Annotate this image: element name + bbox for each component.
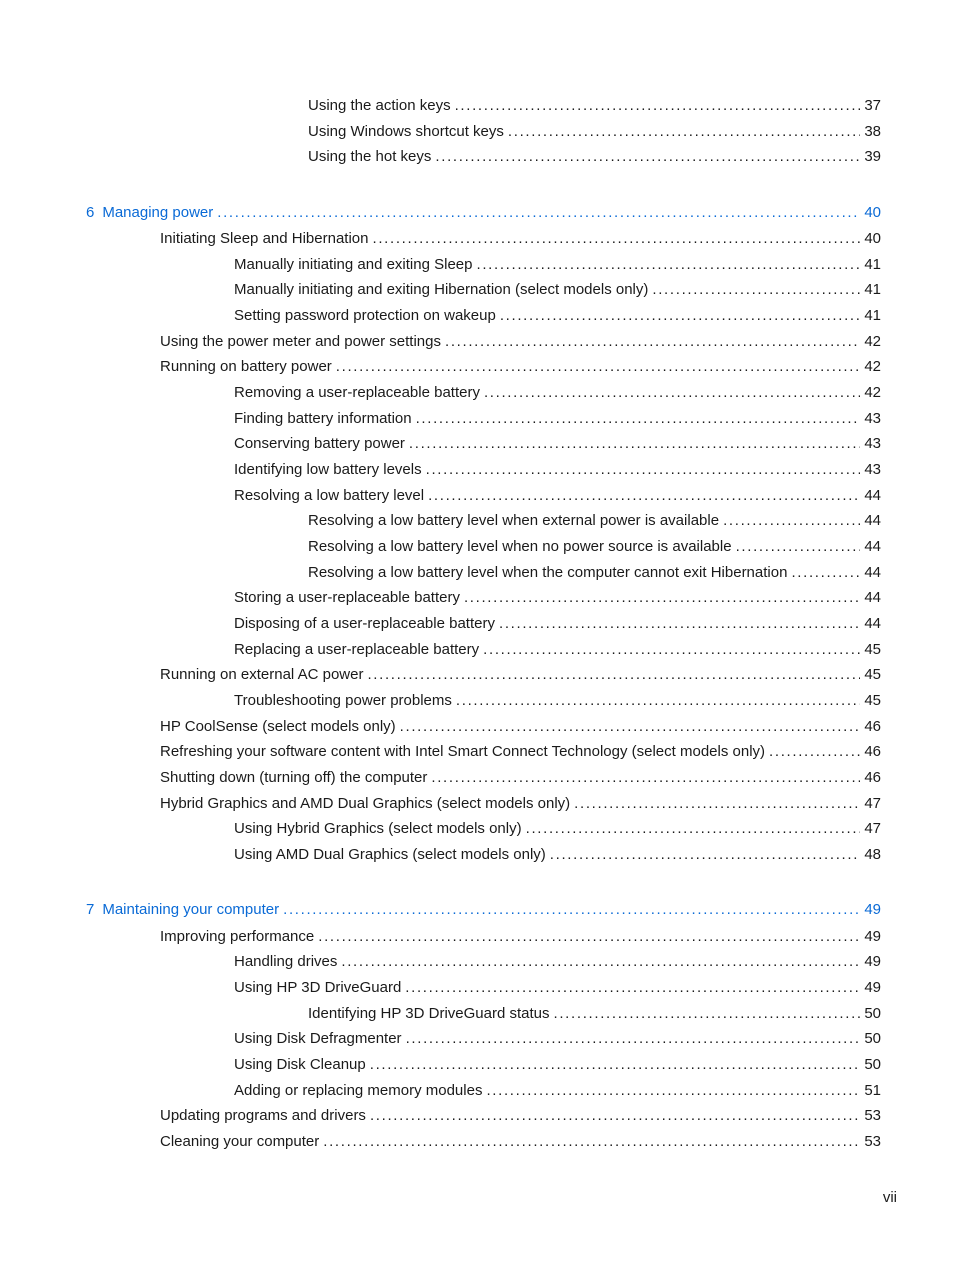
dot-leader: [445, 331, 860, 353]
toc-page-number: 41: [864, 281, 881, 298]
toc-entry-title: Resolving a low battery level when the computer cannot exit Hibernation: [308, 564, 788, 581]
dot-leader: [476, 254, 860, 276]
dot-leader: [370, 1105, 860, 1127]
toc-chapter-entry[interactable]: [86, 202, 881, 224]
toc-entry-title: Removing a user-replaceable battery: [234, 384, 480, 401]
toc-entry-title: Resolving a low battery level when no power source is available: [308, 538, 732, 555]
dot-leader: [217, 202, 860, 224]
toc-page-number: 44: [864, 487, 881, 504]
toc-entry-title: Using AMD Dual Graphics (select models only): [234, 846, 546, 863]
toc-page-number: 49: [864, 953, 881, 970]
dot-leader: [336, 356, 861, 378]
toc-entry[interactable]: [234, 254, 881, 276]
toc-page-number: 40: [864, 204, 881, 221]
toc-page-number: 39: [864, 148, 881, 165]
toc-page-number: 44: [864, 512, 881, 529]
toc-page-number: 45: [864, 692, 881, 709]
dot-leader: [370, 1054, 861, 1076]
toc-page-number: 41: [864, 307, 881, 324]
toc-page-number: 45: [864, 641, 881, 658]
toc-page-number: 44: [864, 564, 881, 581]
toc-entry-title: Using the hot keys: [308, 148, 432, 165]
toc-entry-title: Running on external AC power: [160, 666, 364, 683]
toc-entry[interactable]: [234, 1080, 881, 1102]
toc-entry-title: Cleaning your computer: [160, 1133, 320, 1150]
toc-page-number: 53: [864, 1107, 881, 1124]
toc-page-number: 42: [864, 384, 881, 401]
dot-leader: [405, 977, 860, 999]
toc-entry[interactable]: [160, 741, 881, 763]
toc-entry[interactable]: [234, 305, 881, 327]
toc-entry-title: HP CoolSense (select models only): [160, 718, 396, 735]
dot-leader: [499, 613, 860, 635]
toc-page-number: 37: [864, 97, 881, 114]
toc-entry-title: Identifying low battery levels: [234, 461, 422, 478]
toc-entry[interactable]: [308, 121, 881, 143]
toc-entry[interactable]: [234, 844, 881, 866]
toc-entry[interactable]: [308, 1003, 881, 1025]
toc-entry[interactable]: [234, 433, 881, 455]
dot-leader: [508, 121, 860, 143]
dot-leader: [464, 587, 860, 609]
toc-entry[interactable]: [234, 977, 881, 999]
dot-leader: [426, 459, 861, 481]
toc-page-number: 49: [864, 979, 881, 996]
toc-entry-title: Maintaining your computer: [102, 901, 280, 918]
toc-page-number: 49: [864, 901, 881, 918]
toc-entry-title: Using Disk Cleanup: [234, 1056, 366, 1073]
toc-entry[interactable]: [234, 587, 881, 609]
toc-entry-title: Shutting down (turning off) the computer: [160, 769, 428, 786]
toc-entry-title: Initiating Sleep and Hibernation: [160, 230, 369, 247]
toc-entry[interactable]: [234, 1054, 881, 1076]
toc-page-number: 42: [864, 358, 881, 375]
dot-leader: [283, 899, 860, 921]
dot-leader: [736, 536, 861, 558]
toc-entry-title: Using the action keys: [308, 97, 451, 114]
toc-entry-title: Managing power: [102, 204, 214, 221]
toc-entry-title: Resolving a low battery level: [234, 487, 425, 504]
toc-page-number: 50: [864, 1005, 881, 1022]
toc-entry-title: Finding battery information: [234, 410, 412, 427]
toc-page-number: 47: [864, 820, 881, 837]
toc-entry[interactable]: [160, 1105, 881, 1127]
toc-entry[interactable]: [160, 1131, 881, 1153]
toc-entry[interactable]: [234, 459, 881, 481]
toc-page-number: 44: [864, 538, 881, 555]
dot-leader: [526, 818, 861, 840]
toc-entry[interactable]: [234, 613, 881, 635]
dot-leader: [323, 1131, 860, 1153]
dot-leader: [483, 639, 860, 661]
toc-entry[interactable]: [234, 639, 881, 661]
toc-entry[interactable]: [160, 356, 881, 378]
toc-page-number: 50: [864, 1030, 881, 1047]
toc-page-number: 46: [864, 743, 881, 760]
toc-entry-title: Manually initiating and exiting Sleep: [234, 256, 473, 273]
toc-page-number: 48: [864, 846, 881, 863]
toc-entry-title: Using Windows shortcut keys: [308, 123, 504, 140]
toc-entry[interactable]: [234, 690, 881, 712]
toc-chapter-entry[interactable]: [86, 899, 881, 921]
dot-leader: [791, 562, 860, 584]
toc-page-number: 43: [864, 410, 881, 427]
dot-leader: [455, 95, 861, 117]
toc-entry-title: Handling drives: [234, 953, 338, 970]
toc-entry[interactable]: [160, 331, 881, 353]
toc-entry-title: Disposing of a user-replaceable battery: [234, 615, 495, 632]
toc-page-number: 45: [864, 666, 881, 683]
toc-entry-title: Updating programs and drivers: [160, 1107, 366, 1124]
dot-leader: [318, 926, 860, 948]
toc-entry[interactable]: [160, 664, 881, 686]
toc-entry-title: Setting password protection on wakeup: [234, 307, 496, 324]
dot-leader: [400, 716, 861, 738]
toc-entry[interactable]: [160, 716, 881, 738]
toc-entry-title: Running on battery power: [160, 358, 332, 375]
toc-entry-title: Refreshing your software content with Intel Smart Connect Technology (select models only): [160, 743, 766, 760]
toc-entry-title: Replacing a user-replaceable battery: [234, 641, 480, 658]
toc-page-number: 38: [864, 123, 881, 140]
dot-leader: [409, 433, 860, 455]
toc-entry[interactable]: [308, 146, 881, 168]
toc-entry[interactable]: [234, 951, 881, 973]
dot-leader: [550, 844, 861, 866]
toc-page-number: 44: [864, 589, 881, 606]
dot-leader: [574, 793, 860, 815]
toc-page-number: 46: [864, 718, 881, 735]
toc-page-number: 47: [864, 795, 881, 812]
toc-page-number: 50: [864, 1056, 881, 1073]
dot-leader: [406, 1028, 861, 1050]
dot-leader: [431, 767, 860, 789]
toc-entry[interactable]: [234, 382, 881, 404]
toc-entry-title: Using Disk Defragmenter: [234, 1030, 402, 1047]
toc-page-number: 49: [864, 928, 881, 945]
toc-entry[interactable]: [160, 767, 881, 789]
toc-page-number: 43: [864, 435, 881, 452]
toc-entry-title: Troubleshooting power problems: [234, 692, 452, 709]
toc-entry[interactable]: [234, 818, 881, 840]
toc-entry[interactable]: [308, 536, 881, 558]
dot-leader: [723, 510, 860, 532]
toc-entry[interactable]: [308, 510, 881, 532]
toc-page-number: 44: [864, 615, 881, 632]
toc-entry[interactable]: [308, 95, 881, 117]
toc-entry-title: Conserving battery power: [234, 435, 405, 452]
dot-leader: [652, 279, 860, 301]
dot-leader: [486, 1080, 860, 1102]
toc-entry-title: Adding or replacing memory modules: [234, 1082, 483, 1099]
toc-entry[interactable]: [234, 1028, 881, 1050]
dot-leader: [500, 305, 860, 327]
dot-leader: [416, 408, 861, 430]
toc-entry-title: Using the power meter and power settings: [160, 333, 441, 350]
chapter-number: 6: [86, 204, 95, 221]
toc-page-number: 53: [864, 1133, 881, 1150]
dot-leader: [372, 228, 860, 250]
toc-entry-title: Identifying HP 3D DriveGuard status: [308, 1005, 550, 1022]
dot-leader: [554, 1003, 861, 1025]
toc-entry[interactable]: [160, 926, 881, 948]
toc-entry-title: Manually initiating and exiting Hibernation (select models only): [234, 281, 649, 298]
toc-entry[interactable]: [234, 485, 881, 507]
toc-entry-title: Resolving a low battery level when external power is available: [308, 512, 720, 529]
toc-entry-title: Storing a user-replaceable battery: [234, 589, 460, 606]
dot-leader: [435, 146, 860, 168]
dot-leader: [484, 382, 860, 404]
toc-entry[interactable]: [234, 279, 881, 301]
toc-entry[interactable]: [160, 793, 881, 815]
page-number: vii: [882, 1189, 897, 1206]
toc-entry[interactable]: [308, 562, 881, 584]
toc-page-number: 42: [864, 333, 881, 350]
toc-entry[interactable]: [234, 408, 881, 430]
toc-page-number: 43: [864, 461, 881, 478]
toc-entry-title: Using Hybrid Graphics (select models only): [234, 820, 522, 837]
dot-leader: [341, 951, 860, 973]
dot-leader: [367, 664, 860, 686]
toc-page-number: 41: [864, 256, 881, 273]
toc-page-number: 46: [864, 769, 881, 786]
dot-leader: [456, 690, 860, 712]
toc-entry-title: Using HP 3D DriveGuard: [234, 979, 402, 996]
toc-entry-title: Hybrid Graphics and AMD Dual Graphics (select models only): [160, 795, 571, 812]
dot-leader: [769, 741, 860, 763]
dot-leader: [428, 485, 860, 507]
chapter-number: 7: [86, 901, 95, 918]
toc-entry-title: Improving performance: [160, 928, 315, 945]
toc-page-number: 40: [864, 230, 881, 247]
toc-page-number: 51: [864, 1082, 881, 1099]
toc-entry[interactable]: [160, 228, 881, 250]
